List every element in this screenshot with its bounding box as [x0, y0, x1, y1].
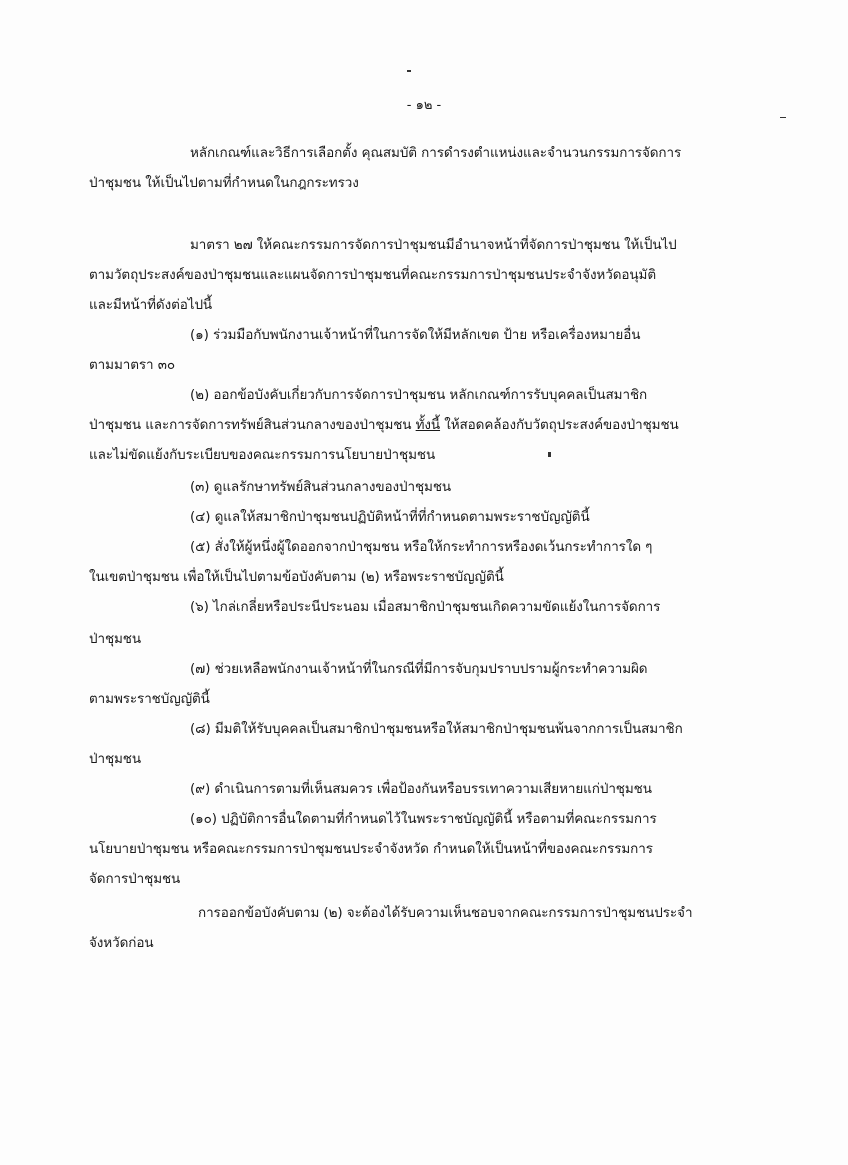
list-item-line: (๙) ดำเนินการตามที่เห็นสมควร เพื่อป้องกันหรือบรรเทาความเสียหายแก่ป่าชุมชน	[190, 781, 652, 797]
list-item-line: (๖) ไกล่เกลี่ยหรือประนีประนอม เมื่อสมาชิกป่าชุมชนเกิดความขัดแย้งในการจัดการ	[190, 599, 661, 615]
paragraph-line: ในเขตป่าชุมชน เพื่อให้เป็นไปตามข้อบังคับตาม (๒) หรือพระราชบัญญัตินี้	[89, 569, 504, 585]
paragraph-line: และไม่ขัดแย้งกับระเบียบของคณะกรรมการนโยบายป่าชุมชน	[89, 447, 436, 463]
list-item-line: (๒) ออกข้อบังคับเกี่ยวกับการจัดการป่าชุมชน หลักเกณฑ์การรับบุคคลเป็นสมาชิก	[190, 387, 648, 403]
paragraph-line	[89, 416, 679, 434]
list-item-line: (๗) ช่วยเหลือพนักงานเจ้าหน้าที่ในกรณีที่มีการจับกุมปราบปรามผู้กระทำความผิด	[190, 661, 648, 677]
section-heading-line: มาตรา ๒๗ ให้คณะกรรมการจัดการป่าชุมชนมีอำนาจหน้าที่จัดการป่าชุมชน ให้เป็นไป	[190, 237, 677, 253]
scan-speck	[407, 70, 411, 72]
list-item-line: (๔) ดูแลให้สมาชิกป่าชุมชนปฏิบัติหน้าที่ที่กำหนดตามพระราชบัญญัตินี้	[190, 509, 590, 525]
paragraph-line: ตามวัตถุประสงค์ของป่าชุมชนและแผนจัดการป่าชุมชนที่คณะกรรมการป่าชุมชนประจำจังหวัดอนุมัติ	[89, 267, 656, 283]
text-segment: ป่าชุมชน และการจัดการทรัพย์สินส่วนกลางของป่าชุมชน	[89, 417, 416, 433]
paragraph-line: จังหวัดก่อน	[89, 935, 154, 951]
paragraph-line: หลักเกณฑ์และวิธีการเลือกตั้ง คุณสมบัติ การดำรงตำแหน่งและจำนวนกรรมการจัดการ	[190, 145, 682, 161]
text-segment: ให้สอดคล้องกับวัตถุประสงค์ของป่าชุมชน	[440, 417, 679, 433]
list-item-line: (๘) มีมติให้รับบุคคลเป็นสมาชิกป่าชุมชนหรือให้สมาชิกป่าชุมชนพ้นจากการเป็นสมาชิก	[190, 721, 683, 737]
paragraph-line: ตามพระราชบัญญัตินี้	[89, 691, 210, 707]
list-item-line: (๑๐) ปฏิบัติการอื่นใดตามที่กำหนดไว้ในพระราชบัญญัตินี้ หรือตามที่คณะกรรมการ	[190, 811, 657, 827]
paragraph-line: ป่าชุมชน	[89, 631, 142, 647]
paragraph-line: การออกข้อบังคับตาม (๒) จะต้องได้รับความเห็นชอบจากคณะกรรมการป่าชุมชนประจำ	[198, 905, 693, 921]
list-item-line: (๓) ดูแลรักษาทรัพย์สินส่วนกลางของป่าชุมชน	[190, 479, 452, 495]
paragraph-line: ป่าชุมชน ให้เป็นไปตามที่กำหนดในกฎกระทรวง	[89, 175, 359, 191]
list-item-line: (๕) สั่งให้ผู้หนึ่งผู้ใดออกจากป่าชุมชน หรือให้กระทำการหรืองดเว้นกระทำการใด ๆ	[190, 539, 653, 555]
paragraph-line: ตามมาตรา ๓๐	[89, 357, 175, 373]
underlined-word: ทั้งนี้	[415, 417, 441, 433]
scan-speck	[780, 117, 786, 118]
page-number: - ๑๒ -	[406, 98, 442, 113]
list-item-line: (๑) ร่วมมือกับพนักงานเจ้าหน้าที่ในการจัดให้มีหลักเขต ป้าย หรือเครื่องหมายอื่น	[190, 327, 641, 343]
paragraph-line: นโยบายป่าชุมชน หรือคณะกรรมการป่าชุมชนประจำจังหวัด กำหนดให้เป็นหน้าที่ของคณะกรรมการ	[89, 841, 653, 857]
paragraph-line: และมีหน้าที่ดังต่อไปนี้	[89, 297, 213, 313]
scan-speck	[548, 452, 551, 457]
paragraph-line: ป่าชุมชน	[89, 751, 142, 767]
paragraph-line: จัดการป่าชุมชน	[89, 871, 181, 887]
